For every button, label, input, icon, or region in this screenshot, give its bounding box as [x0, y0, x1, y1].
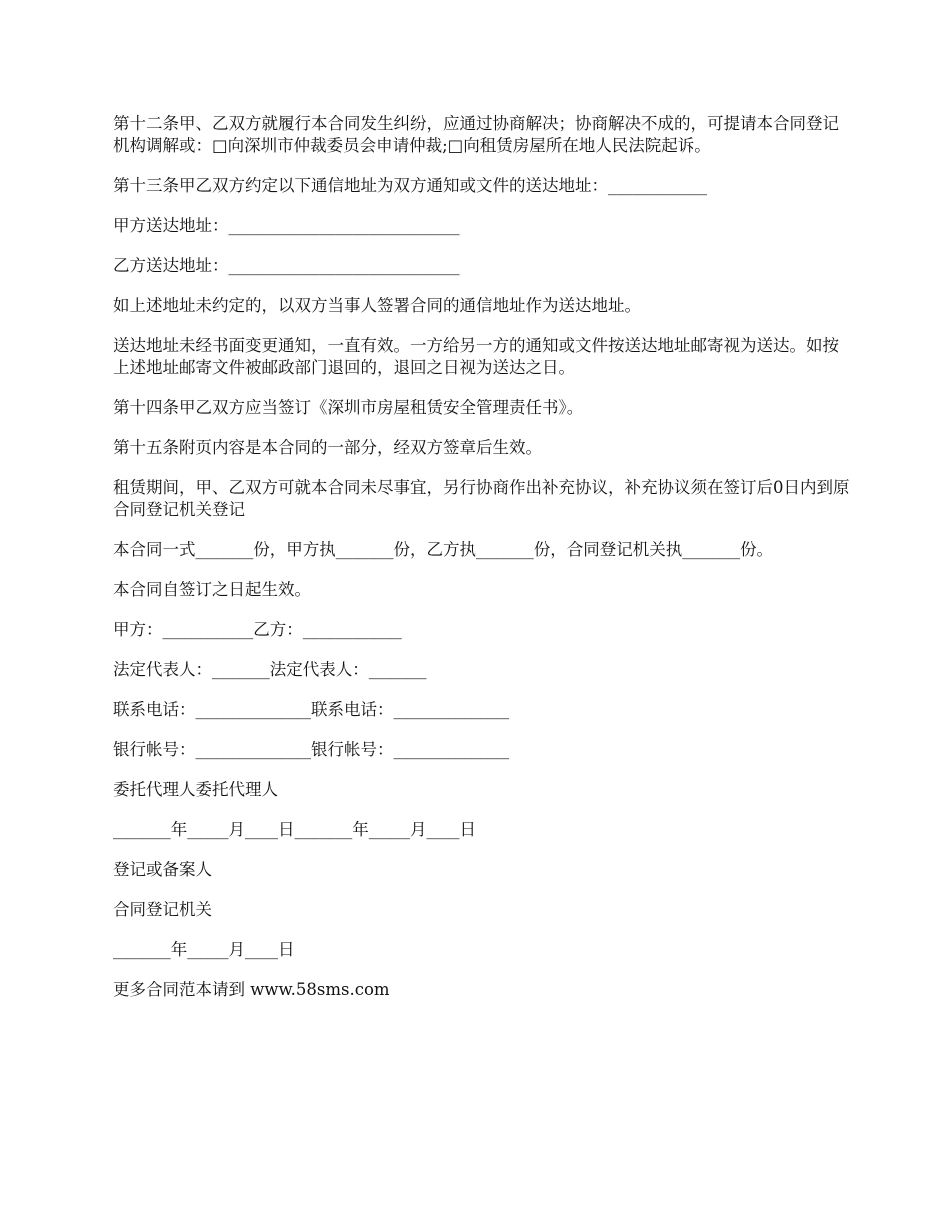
bank-account-line: 银行帐号：______________银行帐号：______________ [113, 740, 509, 759]
parties-signature-line: 甲方：___________乙方：____________ [113, 620, 402, 639]
supplementary-agreement-note: 租赁期间，甲、乙双方可就本合同未尽事宜，另行协商作出补充协议，补充协议须在签订后0日内到原合同登记机关登记 [113, 478, 850, 519]
effective-date-note: 本合同自签订之日起生效。 [113, 580, 311, 599]
authorized-agent-line: 委托代理人委托代理人 [113, 780, 278, 799]
signing-date-line: _______年_____月____日_______年_____月____日 [113, 820, 476, 839]
copies-count-line: 本合同一式_______份，甲方执_______份，乙方执_______份，合同登记机关执_______份。 [113, 540, 773, 559]
clause-14-safety-agreement: 第十四条甲乙双方应当签订《深圳市房屋租赁安全管理责任书》。 [113, 398, 584, 417]
registration-authority-label: 合同登记机关 [113, 900, 212, 919]
clause-12-dispute-resolution: 第十二条甲、乙双方就履行本合同发生纠纷，应通过协商解决；协商解决不成的，可提请本合同登记机构调解或：□向深圳市仲裁委员会申请仲裁;□向租赁房屋所在地人民法院起诉。 [113, 114, 839, 155]
contact-phone-line: 联系电话：______________联系电话：______________ [113, 700, 509, 719]
legal-representative-line: 法定代表人：_______法定代表人：_______ [113, 660, 427, 679]
default-address-note: 如上述地址未约定的，以双方当事人签署合同的通信地址作为送达地址。 [113, 296, 641, 315]
registrar-label: 登记或备案人 [113, 860, 212, 879]
party-b-service-address: 乙方送达地址：____________________________ [113, 256, 460, 275]
clause-15-appendix: 第十五条附页内容是本合同的一部分，经双方签章后生效。 [113, 438, 542, 457]
footer-website-note: 更多合同范本请到 www.58sms.com [113, 980, 390, 999]
party-a-service-address: 甲方送达地址：____________________________ [113, 216, 460, 235]
registration-date-line: _______年_____月____日 [113, 940, 295, 959]
clause-13-service-address: 第十三条甲乙双方约定以下通信地址为双方通知或文件的送达地址：____________ [113, 176, 707, 195]
address-validity-note: 送达地址未经书面变更通知，一直有效。一方给另一方的通知或文件按送达地址邮寄视为送达。如按上述地址邮寄文件被邮政部门退回的，退回之日视为送达之日。 [113, 336, 839, 377]
